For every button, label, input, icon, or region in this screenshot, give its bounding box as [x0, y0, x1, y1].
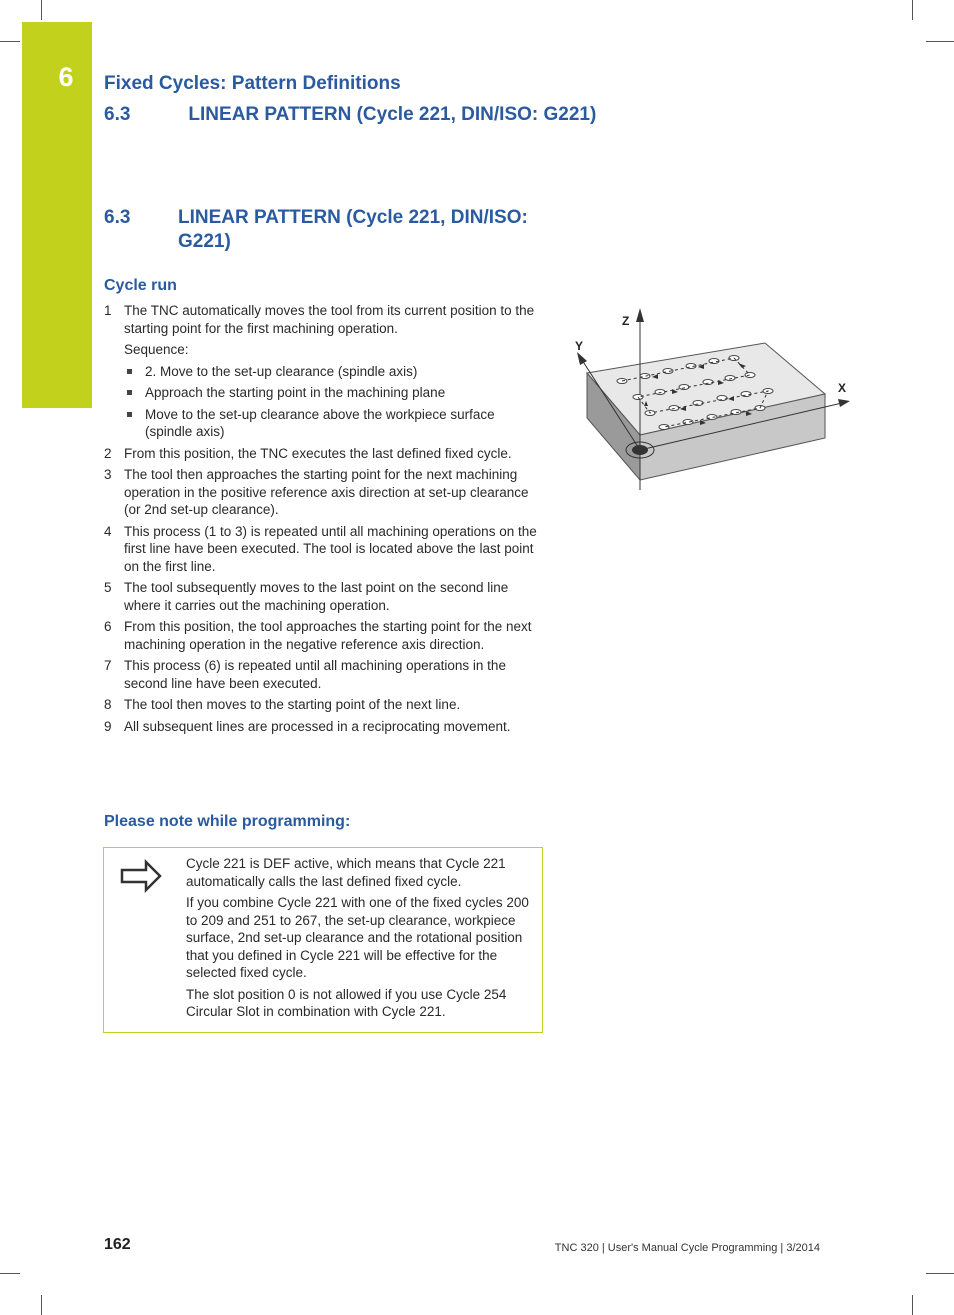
- footer-text: TNC 320 | User's Manual Cycle Programming | 3/2014: [554, 1242, 820, 1254]
- sequence-item: 2. Move to the set-up clearance (spindle axis): [145, 363, 418, 379]
- list-item: [104, 618, 540, 653]
- step-text: The TNC automatically moves the tool from its current position to the starting point for the first machining operation.: [124, 303, 535, 336]
- running-section-title: LINEAR PATTERN (Cycle 221, DIN/ISO: G221): [188, 104, 597, 125]
- crop-mark: [912, 1295, 913, 1315]
- hole: [725, 376, 735, 381]
- hole: [679, 385, 689, 390]
- sequence-label: Sequence:: [124, 342, 189, 357]
- z-axis-arrow: [636, 308, 644, 322]
- list-item: [104, 363, 540, 381]
- step-text: The tool then moves to the starting point of the next line.: [124, 697, 461, 712]
- step-text: The tool then approaches the starting point for the next machining operation in the positive reference axis direction at set-up clearance (or 2nd set-up clearance).: [124, 467, 529, 517]
- hole: [669, 406, 679, 411]
- step-number: 1: [104, 303, 112, 318]
- crop-mark: [912, 0, 913, 20]
- step-text: This process (6) is repeated until all machining operations in the second line have been executed.: [124, 658, 506, 691]
- crop-mark: [926, 1273, 954, 1274]
- bullet-square-icon: [127, 412, 132, 417]
- sequence-item: Approach the starting point in the machining plane: [145, 385, 446, 400]
- crop-mark: [41, 1295, 42, 1315]
- note-text: [186, 855, 536, 1025]
- running-section-header: [104, 104, 596, 126]
- step-number: 7: [104, 658, 112, 673]
- origin-marker-inner: [632, 445, 648, 455]
- list-item: [104, 302, 540, 337]
- note-box: [103, 847, 543, 1033]
- x-axis-arrow: [838, 399, 850, 407]
- list-item: [104, 718, 540, 736]
- crop-mark: [0, 41, 20, 42]
- crop-mark: [0, 1273, 20, 1274]
- right-arrow-icon: [118, 858, 164, 894]
- list-item: [104, 445, 540, 463]
- section-title: LINEAR PATTERN (Cycle 221, DIN/ISO: G221): [178, 207, 528, 252]
- programming-heading: Please note while programming:: [104, 813, 351, 830]
- step-text: All subsequent lines are processed in a reciprocating movement.: [124, 718, 511, 734]
- note-paragraph: If you combine Cycle 221 with one of the fixed cycles 200 to 209 and 251 to 267, the set-up clearance, workpiece surface, 2nd set-up clearance and the rotational position that you defined in Cycle 221 will be effective for the selected fixed cycle.: [186, 895, 529, 980]
- chapter-title: Fixed Cycles: Pattern Definitions: [104, 73, 401, 94]
- hole: [745, 373, 755, 378]
- step-text: This process (1 to 3) is repeated until all machining operations on the first line have been executed. The tool is located above the last point on the first line.: [124, 523, 537, 574]
- note-paragraph: Cycle 221 is DEF active, which means that Cycle 221 automatically calls the last defined fixed cycle.: [186, 856, 506, 889]
- y-axis-arrow: [577, 352, 587, 365]
- list-item: [104, 384, 540, 402]
- list-item: [104, 523, 540, 576]
- step-text: From this position, the TNC executes the last defined fixed cycle.: [124, 445, 512, 461]
- hole: [655, 390, 665, 395]
- cycle-run-heading: Cycle run: [104, 277, 177, 294]
- step-text: The tool subsequently moves to the last point on the second line where it carries out the machining operation.: [124, 580, 509, 613]
- step-text: From this position, the tool approaches the starting point for the next machining operation in the negative reference axis direction.: [124, 619, 532, 652]
- y-axis-label: Y: [575, 339, 584, 353]
- sequence-item: Move to the set-up clearance above the workpiece surface (spindle axis): [145, 406, 495, 439]
- list-item: [104, 406, 540, 441]
- page-number: 162: [104, 1236, 131, 1253]
- chapter-number: 6: [58, 62, 74, 92]
- z-axis-label: Z: [622, 314, 630, 328]
- hole: [717, 396, 727, 401]
- note-paragraph: The slot position 0 is not allowed if you use Cycle 254 Circular Slot in combination with Cycle 221.: [186, 986, 507, 1019]
- step-number: 2: [104, 445, 112, 461]
- step-number: 8: [104, 697, 112, 712]
- chapter-tab: [22, 22, 92, 408]
- bullet-square-icon: [127, 390, 132, 395]
- crop-mark: [41, 0, 42, 20]
- running-section-number: 6.3: [104, 104, 131, 125]
- step-number: 6: [104, 619, 112, 634]
- list-item: [104, 696, 540, 714]
- section-number: 6.3: [104, 207, 131, 228]
- linear-pattern-diagram: [560, 300, 860, 500]
- step-number: 4: [104, 523, 112, 539]
- bullet-square-icon: [127, 369, 132, 374]
- hole: [659, 425, 669, 430]
- list-item: [104, 466, 540, 519]
- step-number: 9: [104, 718, 112, 734]
- crop-mark: [926, 41, 954, 42]
- cycle-run-steps: [104, 302, 540, 739]
- list-item: [104, 579, 540, 614]
- x-axis-label: X: [838, 381, 847, 395]
- hole: [633, 395, 643, 400]
- step-number: 3: [104, 467, 112, 482]
- step-number: 5: [104, 580, 112, 595]
- list-item: [104, 657, 540, 692]
